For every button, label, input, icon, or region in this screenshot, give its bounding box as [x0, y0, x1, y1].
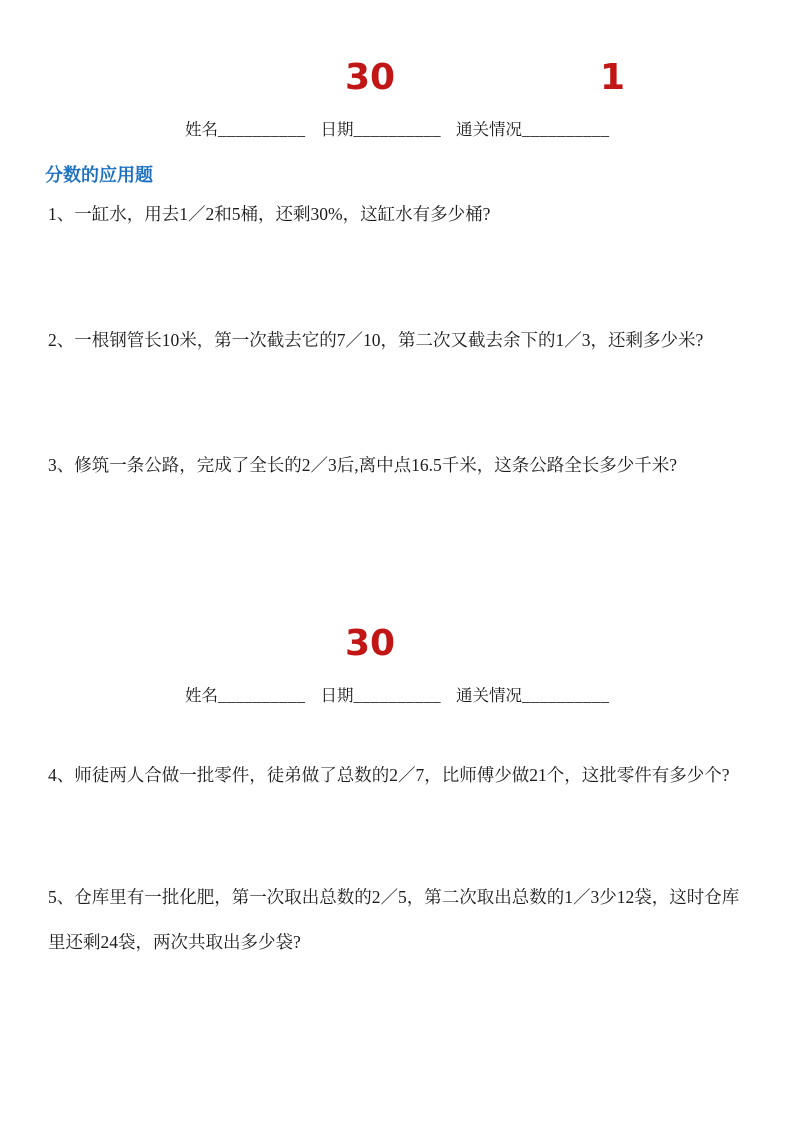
date-field — [321, 120, 442, 140]
name-field — [185, 686, 306, 706]
section1-score: 30 — [345, 57, 396, 98]
meta-row-1 — [185, 120, 610, 140]
pass-status-blank: __________ — [522, 120, 610, 139]
name-blank: __________ — [218, 120, 306, 139]
name-blank: __________ — [218, 686, 306, 705]
problem-3: 3、修筑一条公路，完成了全长的2／3后,离中点16.5千米，这条公路全长多少千米? — [48, 455, 678, 475]
problem-2: 2、一根钢管长10米，第一次截去它的7／10，第二次又截去余下的1／3，还剩多少米? — [48, 330, 704, 350]
name-field — [185, 120, 306, 140]
pass-status-label: 通关情况 — [456, 120, 522, 139]
problem-5-line-2: 里还剩24袋，两次共取出多少袋? — [48, 932, 301, 952]
name-label: 姓名 — [185, 120, 218, 139]
section-heading: 分数的应用题 — [45, 165, 153, 186]
page-number: 1 — [600, 57, 626, 98]
date-label: 日期 — [320, 686, 354, 705]
date-label: 日期 — [320, 120, 354, 139]
pass-status-field — [456, 686, 610, 706]
section2-score: 30 — [345, 623, 396, 664]
pass-status-label: 通关情况 — [456, 686, 522, 705]
problem-4: 4、师徒两人合做一批零件，徒弟做了总数的2／7，比师傅少做21个，这批零件有多少个? — [48, 765, 730, 785]
date-field — [321, 686, 442, 706]
pass-status-blank: __________ — [522, 686, 610, 705]
pass-status-field — [456, 120, 610, 140]
problem-1: 1、一缸水，用去1／2和5桶，还剩30%，这缸水有多少桶? — [48, 204, 491, 224]
name-label: 姓名 — [185, 686, 218, 705]
problem-5-line-1: 5、仓库里有一批化肥，第一次取出总数的2／5，第二次取出总数的1／3少12袋，这时仓库 — [48, 887, 740, 907]
meta-row-2 — [185, 686, 610, 706]
date-blank: __________ — [353, 686, 441, 705]
date-blank: __________ — [353, 120, 441, 139]
